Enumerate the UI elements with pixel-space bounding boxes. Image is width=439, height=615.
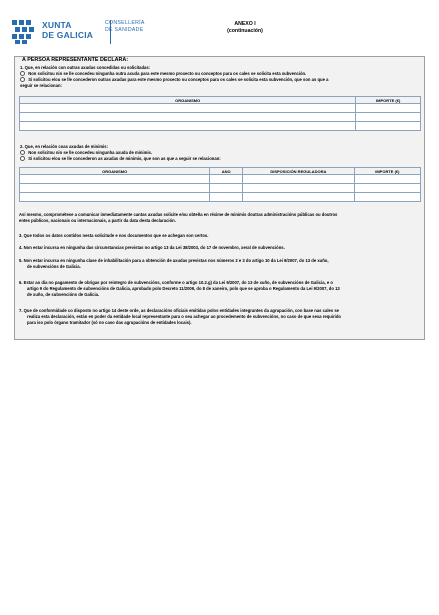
cell-input[interactable] [20,122,356,131]
table-row [20,193,421,202]
cell-input[interactable] [20,113,356,122]
cell-input[interactable] [354,193,420,202]
item3: 3. Que todos os datos contidos nesta solicitude e nos documentos que se achegan son certos. [19,233,209,238]
item6-line1: 6. Estar ao día no pagamento de obrigas por reintegro de subvencións, conforme o artigo 10.2.g) da Lei 9/2007, do 13 de xuño, de subvencións de Galicia, e o [19,280,333,285]
table-row [20,175,421,184]
cell-input[interactable] [354,175,420,184]
table-row [20,122,421,131]
table-other-aids [19,96,421,131]
item1-option2-cont: seguir se relacionan: [20,83,62,88]
commitment-line2: entes públicos, nacionais ou internacionais, a partir da data desta declaración. [19,218,176,223]
cell-input[interactable] [356,104,421,113]
col-organismo: ORGANISMO [20,97,356,104]
item5-line2: de subvencións de Galicia. [27,264,81,269]
table-row [20,113,421,122]
radio-option2[interactable] [20,77,25,82]
item1-option1-label: Non solicitou nin se lle concedeu ningunha outra axuda para este mesmo proxecto ou conceptos para os cales se solicita esta subvención. [28,71,307,76]
col-importe: IMPORTE (€) [354,168,420,175]
item2-title: 2. Que, en relación coas axudas de minimis: [20,144,108,149]
table-minimis-aids [19,167,421,202]
logo-line1: XUNTA [42,20,72,30]
department-name [105,20,145,33]
dept-line2: DE SANIDADE [105,26,144,33]
radio-option1[interactable] [20,71,25,76]
col-ano: ANO [210,168,243,175]
item1-option1 [20,71,306,76]
cell-input[interactable] [210,193,243,202]
dept-line1: CONSELLERÍA [105,20,145,26]
item1-option2-label: Si solicitou e/ou se lle concederon outras axudas para este mesmo proxecto ou conceptos para os cales se solicita esta subvención, que son as que a [28,77,329,82]
logo-line2: DE GALICIA [42,30,94,40]
commitment-line1: Así mesmo, comprométese a comunicar inmediatamente cantas axudas solicite e/ou obteña en réxime de minimis doutras administracións públicas ou doutros [19,212,338,217]
cell-input[interactable] [20,104,356,113]
item7-line1: 7. Que de conformidade co disposto no artigo 14 deste orde, as declaracións oficiais emitidas polos entidades integrantes da agrupación, con base nas cales se [19,308,339,313]
radio-minimis-yes[interactable] [20,156,25,161]
item1-title: 1. Que, en relación con outras axudas concedidas ou solicitadas: [20,65,151,70]
item6-line2: artigo 9 do Regulamento de subvencións de Galicia, aprobado polo Decreto 11/2009, do 8 de xaneiro, polo que se aproba o Regulamento da Lei 9/2007, do 13 [27,286,340,291]
cell-input[interactable] [354,184,420,193]
item2-option2-label: Si solicitou e/ou se lle concederon as axudas de minimis, que son as que a seguir se relacionan: [28,156,221,161]
cell-input[interactable] [243,184,355,193]
annex-heading [210,21,280,35]
cell-input[interactable] [210,175,243,184]
item2-option1-label: Non solicitou nin se lle concedeu ningunha axuda de minimis. [28,150,152,155]
cell-input[interactable] [210,184,243,193]
xunta-emblem-icon [10,18,38,46]
cell-input[interactable] [20,193,210,202]
cell-input[interactable] [243,175,355,184]
item7-line2: realiza esta declaración, están en poder da entidade local representante para o seu achegar ao procedemento de subvencións, no caso de que sexa requirido [27,314,341,319]
cell-input[interactable] [243,193,355,202]
cell-input[interactable] [20,175,210,184]
cell-input[interactable] [20,184,210,193]
item1-option2 [20,77,328,82]
item6-line3: de xuño, de subvencións de Galicia. [27,292,100,297]
table-row [20,184,421,193]
item4: 4. Non estar incursa en ningunha das circunstancias previstas no artigo 13 da Lei 38/2003, do 17 de novembro, xeral de subvencións. [19,245,285,250]
item7-line3: para iso polo órgano tramitador (só no caso das agrupacións de entidades locais). [27,320,192,325]
annex-subtitle: (continuación) [227,28,263,34]
col-importe: IMPORTE (€) [356,97,421,104]
item5-line1: 5. Non estar incursa en ningunha clase de inhabilitación para a obtención de axudas previstas nos números 2 e 3 do artigo 10 da Lei 9/2007, do 13 de xuño, [19,258,329,263]
col-disposicion: DISPOSICIÓN REGULADORA [243,168,355,175]
logo-wordmark [42,20,93,40]
table-row [20,104,421,113]
cell-input[interactable] [356,122,421,131]
xunta-logo [10,18,110,46]
item2-option2 [20,156,221,161]
col-organismo: ORGANISMO [20,168,210,175]
annex-title: ANEXO I [234,21,256,27]
radio-minimis-none[interactable] [20,150,25,155]
section-title: A PERSOA REPRESENTANTE DECLARA: [22,57,129,63]
item2-option1 [20,150,152,155]
cell-input[interactable] [356,113,421,122]
